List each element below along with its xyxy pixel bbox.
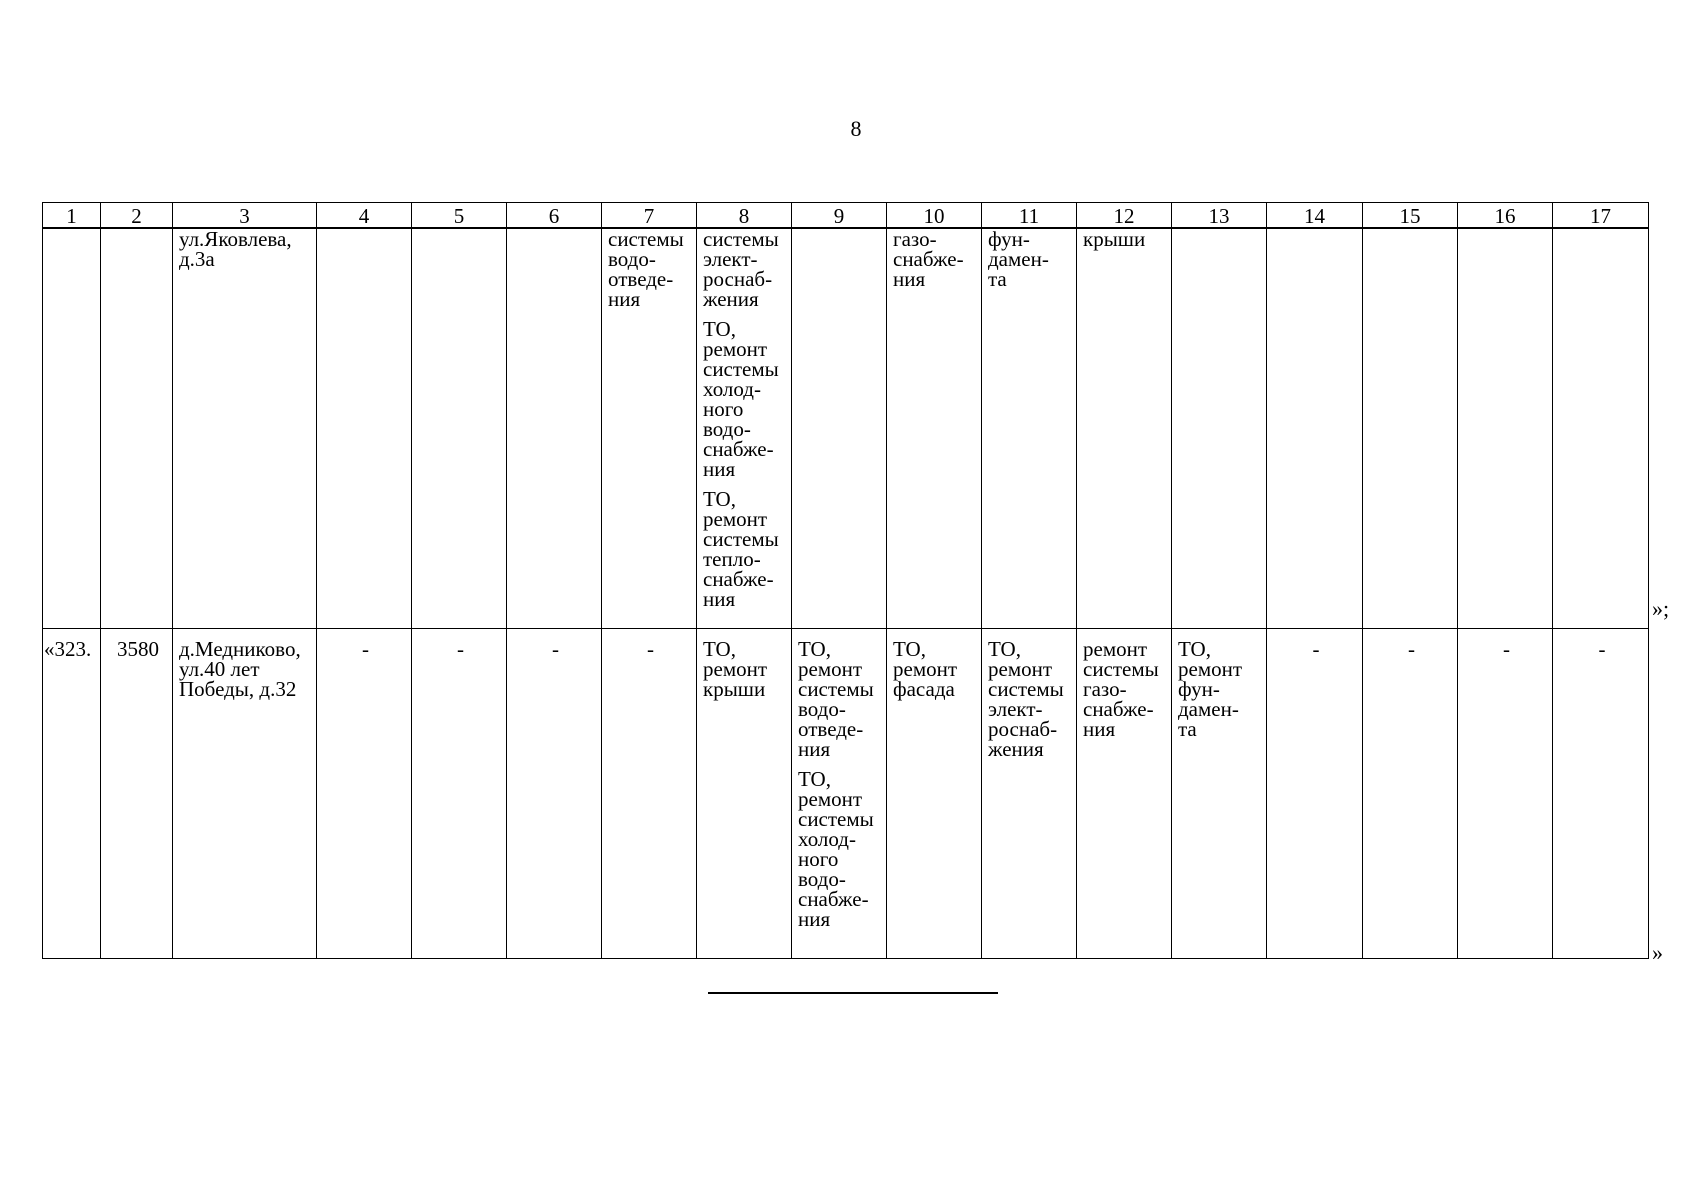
cell-text: тепло- (703, 547, 761, 571)
cell-text: - (647, 636, 654, 661)
table-cell (101, 228, 173, 628)
table-row (43, 228, 1649, 628)
table-cell (43, 628, 101, 958)
cell-text: та (988, 267, 1007, 291)
column-header: 15 (1363, 203, 1458, 229)
cell-paragraph (179, 636, 313, 701)
table-cell (982, 228, 1077, 628)
cell-text: ТО, (988, 636, 1021, 661)
cell-text: ния (798, 906, 831, 931)
cell-text: ул.Яковлева, (179, 228, 292, 251)
cell-paragraph (608, 636, 693, 661)
cell-text: элект- (988, 696, 1043, 721)
cell-text: дамен- (988, 247, 1049, 271)
table-cell (1553, 628, 1649, 958)
cell-paragraph (988, 229, 1073, 289)
cell-text: фун- (988, 228, 1030, 251)
cell-text: - (1503, 636, 1510, 661)
cell-text: жения (703, 287, 759, 311)
cell-text: системы (798, 806, 874, 831)
column-header: 1 (43, 203, 101, 229)
cell-text: водо- (798, 866, 846, 891)
cell-text: ремонт (988, 656, 1053, 681)
cell-text: 3580 (117, 636, 159, 661)
cell-paragraph (1464, 636, 1549, 661)
repair-schedule-table (42, 202, 1649, 959)
table-cell (1553, 228, 1649, 628)
cell-paragraph (323, 636, 408, 661)
table-cell (507, 228, 602, 628)
cell-text: ремонт (893, 656, 958, 681)
cell-text: фасада (893, 676, 955, 701)
cell-text: газо- (893, 228, 937, 251)
cell-paragraph (1273, 636, 1359, 661)
table-cell (43, 228, 101, 628)
cell-text: Победы, д.32 (179, 676, 297, 701)
cell-text: системы (703, 357, 779, 381)
cell-paragraph (1178, 636, 1263, 741)
table-cell (412, 628, 507, 958)
cell-text: ния (703, 457, 736, 481)
table-cell (173, 628, 317, 958)
cell-paragraph (893, 229, 978, 289)
cell-text: д.3а (179, 247, 215, 271)
cell-text: ремонт (703, 656, 768, 681)
table-cell (1267, 228, 1363, 628)
cell-text: ТО, (703, 636, 736, 661)
cell-text: холод- (798, 826, 856, 851)
table-cell (1077, 228, 1172, 628)
column-header: 16 (1458, 203, 1553, 229)
cell-text: ремонт (1083, 636, 1148, 661)
cell-paragraph (703, 229, 788, 309)
cell-text: ния (1083, 716, 1116, 741)
cell-text: ТО, (703, 317, 736, 341)
cell-text: - (1408, 636, 1415, 661)
cell-text: роснаб- (988, 716, 1058, 741)
cell-text: ТО, (798, 636, 831, 661)
cell-paragraph (513, 636, 598, 661)
cell-text: ния (798, 736, 831, 761)
table-cell (1267, 628, 1363, 958)
column-header: 8 (697, 203, 792, 229)
table-cell (602, 228, 697, 628)
cell-paragraph (798, 766, 883, 931)
table-cell (173, 228, 317, 628)
column-header: 10 (887, 203, 982, 229)
table-cell (317, 228, 412, 628)
cell-text: снабже- (893, 247, 964, 271)
cell-text: ния (608, 287, 641, 311)
cell-text: системы (798, 676, 874, 701)
row-closing-quote: » (1652, 940, 1663, 965)
cell-text: системы (1083, 656, 1159, 681)
cell-text: ремонт (798, 656, 863, 681)
cell-text: снабже- (1083, 696, 1154, 721)
table-cell (792, 228, 887, 628)
column-header: 14 (1267, 203, 1363, 229)
column-header: 5 (412, 203, 507, 229)
table-cell (1363, 228, 1458, 628)
cell-paragraph (893, 636, 978, 701)
cell-text: отведе- (798, 716, 864, 741)
cell-text: ремонт (798, 786, 863, 811)
cell-paragraph (608, 229, 693, 309)
column-header: 7 (602, 203, 697, 229)
cell-text: дамен- (1178, 696, 1239, 721)
table-cell (1077, 628, 1172, 958)
cell-paragraph (179, 229, 313, 269)
table-cell (1172, 228, 1267, 628)
column-header: 17 (1553, 203, 1649, 229)
table-row (43, 628, 1649, 958)
cell-paragraph (703, 636, 788, 701)
cell-text: крыши (1083, 228, 1146, 251)
cell-text: - (457, 636, 464, 661)
cell-text: - (362, 636, 369, 661)
cell-paragraph (703, 489, 788, 609)
page-number: 8 (850, 116, 862, 141)
cell-text: д.Медниково, (179, 636, 301, 661)
cell-text: «323. (44, 636, 92, 661)
cell-text: холод- (703, 377, 761, 401)
cell-paragraph (418, 636, 503, 661)
table-cell (1172, 628, 1267, 958)
cell-paragraph (1369, 636, 1454, 661)
cell-text: ТО, (1178, 636, 1211, 661)
cell-text: ТО, (798, 766, 831, 791)
cell-paragraph (1083, 636, 1168, 741)
cell-text: ремонт (703, 337, 768, 361)
column-header: 11 (982, 203, 1077, 229)
cell-text: крыши (703, 676, 766, 701)
table-cell (507, 628, 602, 958)
cell-text: ного (798, 846, 839, 871)
header-row (43, 203, 1649, 229)
table-cell (602, 628, 697, 958)
cell-text: снабже- (703, 567, 774, 591)
table-cell (1458, 228, 1553, 628)
table-cell (887, 628, 982, 958)
column-header: 9 (792, 203, 887, 229)
cell-paragraph (1559, 636, 1645, 661)
cell-text: жения (988, 736, 1044, 761)
cell-text: фун- (1178, 676, 1220, 701)
column-header: 2 (101, 203, 173, 229)
column-header: 4 (317, 203, 412, 229)
table-cell (887, 228, 982, 628)
cell-text: отведе- (608, 267, 674, 291)
cell-paragraph (703, 319, 788, 479)
cell-paragraph (44, 636, 100, 661)
column-header: 13 (1172, 203, 1267, 229)
cell-text: ния (703, 587, 736, 611)
cell-text: газо- (1083, 676, 1127, 701)
cell-text: - (552, 636, 559, 661)
row-closing-quote: »; (1652, 596, 1670, 621)
footer-rule (708, 992, 998, 994)
table-cell (317, 628, 412, 958)
cell-text: водо- (798, 696, 846, 721)
cell-text: ного (703, 397, 744, 421)
cell-text: - (1312, 636, 1320, 661)
cell-text: - (1598, 636, 1606, 661)
table-cell (697, 628, 792, 958)
cell-text: водо- (703, 417, 751, 441)
cell-text: системы (703, 228, 779, 251)
cell-text: элект- (703, 247, 758, 271)
cell-text: ул.40 лет (179, 656, 260, 681)
cell-text: системы (608, 228, 684, 251)
cell-text: ремонт (1178, 656, 1243, 681)
cell-text: системы (703, 527, 779, 551)
cell-text: ремонт (703, 507, 768, 531)
table-cell (101, 628, 173, 958)
cell-text: ТО, (893, 636, 926, 661)
cell-paragraph (107, 636, 169, 661)
cell-paragraph (798, 636, 883, 761)
table-cell (1363, 628, 1458, 958)
cell-text: та (1178, 716, 1197, 741)
table-cell (697, 228, 792, 628)
column-header: 3 (173, 203, 317, 229)
table-cell (982, 628, 1077, 958)
cell-text: водо- (608, 247, 656, 271)
cell-paragraph (988, 636, 1073, 761)
table-cell (792, 628, 887, 958)
cell-text: системы (988, 676, 1064, 701)
cell-text: снабже- (798, 886, 869, 911)
table-cell (1458, 628, 1553, 958)
cell-text: ТО, (703, 487, 736, 511)
cell-text: роснаб- (703, 267, 773, 291)
cell-text: снабже- (703, 437, 774, 461)
column-header: 6 (507, 203, 602, 229)
cell-paragraph (1083, 229, 1168, 249)
table-cell (412, 228, 507, 628)
column-header: 12 (1077, 203, 1172, 229)
cell-text: ния (893, 267, 926, 291)
